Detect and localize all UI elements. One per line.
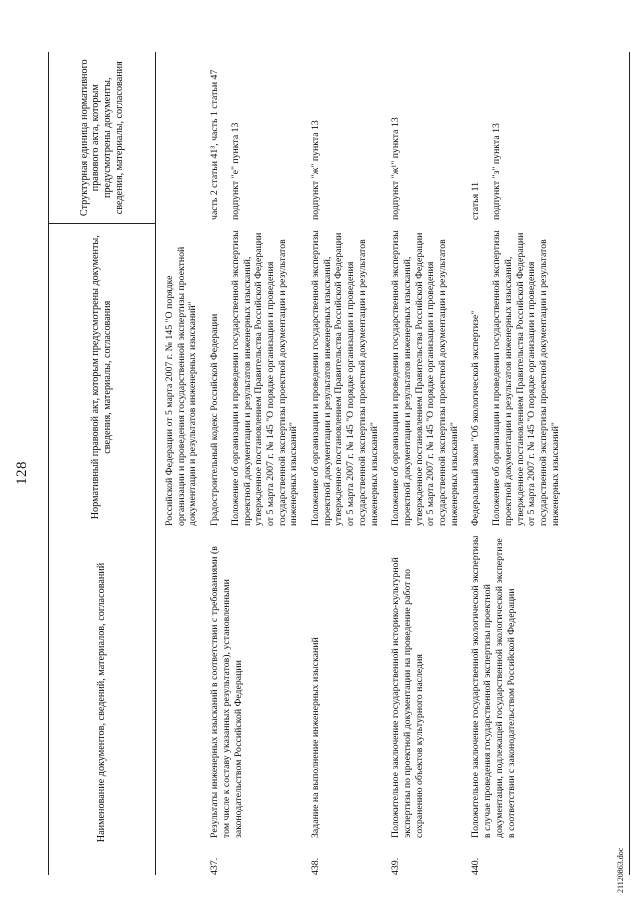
law-text: Положение об организации и проведении государственной экспертизы проектной документации и результатов инженерных изысканий, утвержденное постановлением Правительства Российской Федерации от 5 марта 2007 г. № 145 "О порядке организации и проведения государственной экспертизы проектной документации и результатов инженерных изысканий" [491,230,561,526]
continuation-row [156,52,204,875]
unit-cell [308,52,388,224]
law-text: Положение об организации и проведении государственной экспертизы проектной документации и результатов инженерных изысканий, утвержденное постановлением Правительства Российской Федерации от 5 марта 2007 г. № 145 "О порядке организации и проведения государственной экспертизы проектной документации и результатов инженерных изысканий" [310,230,380,526]
header-unit: Структурная единица нормативного правового акта, которым предусмотрены документы, сведения, материалы, согласования [49,52,156,224]
row-number: 440. [470,857,482,875]
header-law: Нормативный правовой акт, которым предусмотрены документы, сведения, материалы, согласования [49,224,156,530]
row-number: 438. [310,857,322,875]
table-row [388,52,468,875]
unit-text: подпункт "з" пункта 13 [491,123,503,220]
law-cell [203,224,308,530]
law-text: Положение об организации и проведении государственной экспертизы проектной документации и результатов инженерных изысканий, утвержденное постановлением Правительства Российской Федерации от 5 марта 2007 г. № 145 "О порядке организации и проведения государственной экспертизы проектной документации и результатов инженерных изысканий" [390,230,460,526]
unit-cell [388,52,468,224]
table-row [203,52,308,875]
table-row [308,52,388,875]
law-text: Градостроительный кодекс Российской Федерации [209,313,221,526]
unit-text: часть 2 статьи 41³, часть 1 статьи 47 [209,69,221,220]
law-cell [468,224,565,530]
header-name: Наименование документов, сведений, материалов, согласований [49,530,156,875]
table-bottom-rule [629,52,630,875]
unit-text: подпункт "ж" пункта 13 [310,120,322,220]
table-header-row [49,52,156,875]
law-text: Положение об организации и проведении государственной экспертизы проектной документации и результатов инженерных изысканий, утвержденное постановлением Правительства Российской Федерации от 5 марта 2007 г. № 145 "О порядке организации и проведения государственной экспертизы проектной документации и результатов инженерных изысканий" [229,230,300,526]
row-number: 439. [390,857,402,875]
law-cell [388,224,468,530]
document-name: Положительное заключение государственной историко-культурной экспертизы по проектной документации на проведение работ по сохранению объектов культурного наследия [390,557,425,838]
document-name: Задание на выполнение инженерных изысканий [310,637,322,838]
continuation-law-text: Российской Федерации от 5 марта 2007 г. № 145 "О порядке организации и проведения государственной экспертизы проектной документации и результатов инженерных изысканий" [164,246,199,526]
document-name: Результаты инженерных изысканий в соответствии с требованиями (в том числе к составу указанных результатов), установленными законодательством Российской Федерации [209,546,244,838]
law-cell [308,224,388,530]
documents-table [48,52,565,875]
unit-cell [203,52,308,224]
unit-cell [468,52,565,224]
file-identifier: 21120863.doc [616,847,625,893]
page-number: 128 [14,461,30,485]
unit-text: подпункт "е" пункта 13 [229,122,241,220]
law-text: Федеральный закон "Об экологической экспертизе" [470,310,482,526]
row-number: 437. [209,857,221,875]
table-row [468,52,565,875]
unit-text: подпункт "ж¹" пункта 13 [390,117,402,220]
unit-text: статья 11 [470,182,482,220]
document-name: Положительное заключение государственной экологической экспертизы в случае проведения государственной экспертизы проектной документации, подлежащей государственной экологической экспертизе в соответствии с законодательством Российской Федерации [470,535,517,838]
